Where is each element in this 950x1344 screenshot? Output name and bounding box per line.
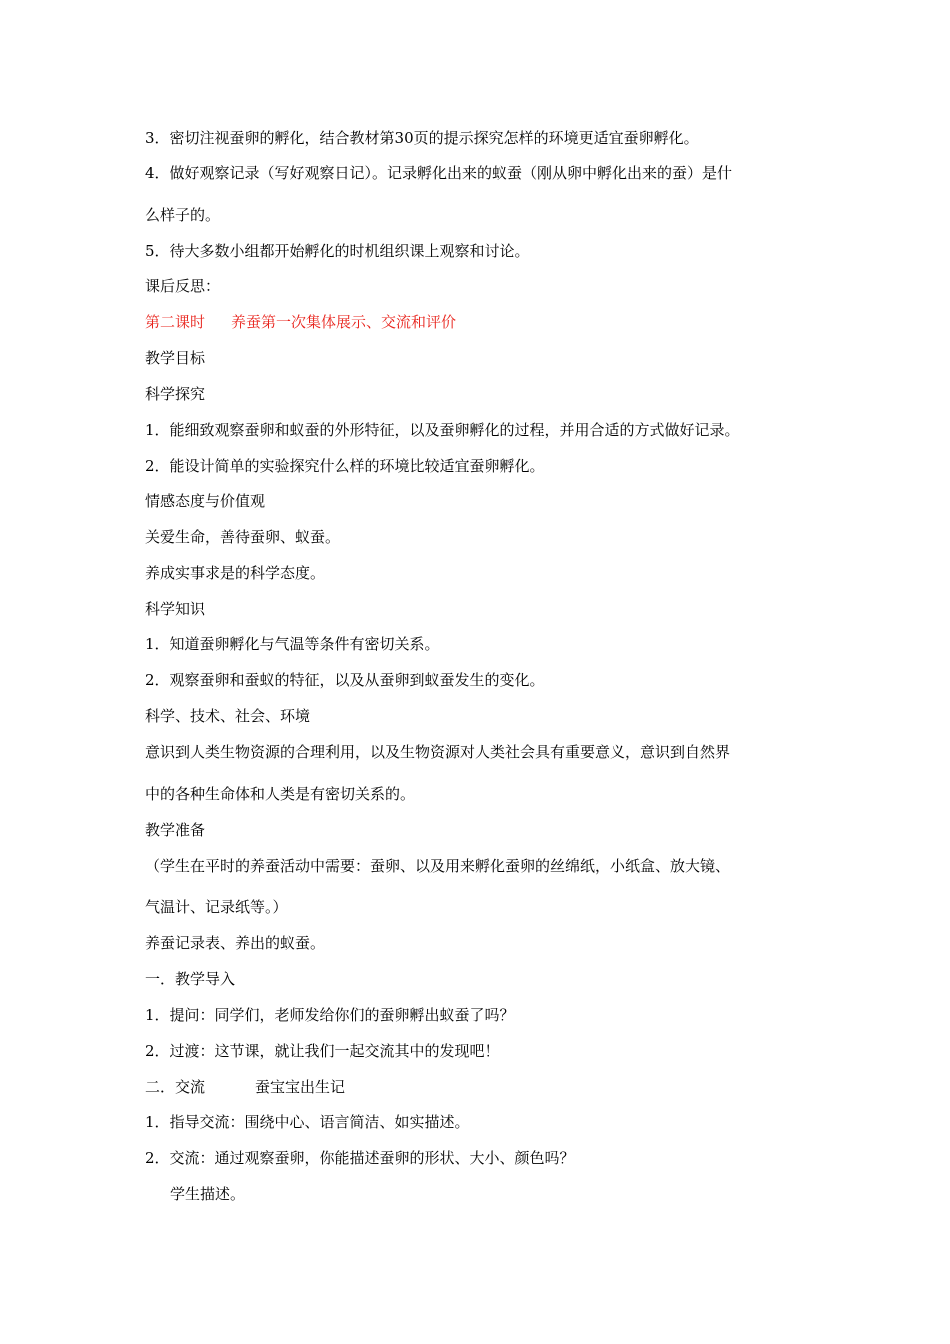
para-line: 气温计、记录纸等。） bbox=[145, 898, 288, 916]
para-line: 2．观察蚕卵和蚕蚁的特征，以及从蚕卵到蚁蚕发生的变化。 bbox=[145, 671, 545, 689]
para-line: 5．待大多数小组都开始孵化的时机组织课上观察和讨论。 bbox=[145, 242, 530, 260]
section-number: 二．交流 bbox=[145, 1078, 206, 1096]
para-line: 1．指导交流：围绕中心、语言简洁、如实描述。 bbox=[145, 1113, 470, 1131]
lesson-number: 第二课时 bbox=[145, 313, 206, 331]
para-line: 养蚕记录表、养出的蚁蚕。 bbox=[145, 934, 326, 952]
para-line: 3．密切注视蚕卵的孵化，结合教材第30页的提示探究怎样的环境更适宜蚕卵孵化。 bbox=[145, 129, 699, 147]
para-line: 4．做好观察记录（写好观察日记）。记录孵化出来的蚁蚕（刚从卵中孵化出来的蚕）是什 bbox=[145, 164, 733, 182]
section-title: 蚕宝宝出生记 bbox=[255, 1078, 346, 1096]
para-line: 2．交流：通过观察蚕卵，你能描述蚕卵的形状、大小、颜色吗？ bbox=[145, 1149, 575, 1167]
subsection-heading: 科学知识 bbox=[145, 600, 206, 618]
para-line: 2．能设计简单的实验探究什么样的环境比较适宜蚕卵孵化。 bbox=[145, 457, 545, 475]
subsection-heading: 情感态度与价值观 bbox=[145, 492, 266, 510]
lesson-heading bbox=[145, 312, 456, 332]
para-line: 养成实事求是的科学态度。 bbox=[145, 564, 326, 582]
para-line: 1．能细致观察蚕卵和蚁蚕的外形特征，以及蚕卵孵化的过程，并用合适的方式做好记录。 bbox=[145, 421, 740, 439]
para-line: （学生在平时的养蚕活动中需要：蚕卵、以及用来孵化蚕卵的丝绵纸，小纸盒、放大镜、 bbox=[145, 857, 731, 875]
para-line: 关爱生命，善待蚕卵、蚁蚕。 bbox=[145, 528, 341, 546]
para-line: 2．过渡：这节课，就让我们一起交流其中的发现吧！ bbox=[145, 1042, 500, 1060]
para-line: 么样子的。 bbox=[145, 206, 221, 224]
para-line: 意识到人类生物资源的合理利用，以及生物资源对人类社会具有重要意义，意识到自然界 bbox=[145, 743, 731, 761]
para-line: 1．知道蚕卵孵化与气温等条件有密切关系。 bbox=[145, 635, 440, 653]
lesson-title: 养蚕第一次集体展示、交流和评价 bbox=[231, 313, 457, 331]
para-line: 课后反思： bbox=[145, 277, 221, 295]
subsection-heading: 科学、技术、社会、环境 bbox=[145, 707, 311, 725]
para-line: 学生描述。 bbox=[170, 1185, 246, 1203]
section-heading: 教学目标 bbox=[145, 349, 206, 367]
section-heading: 教学准备 bbox=[145, 821, 206, 839]
section-heading: 一．教学导入 bbox=[145, 970, 236, 988]
para-line: 1．提问：同学们，老师发给你们的蚕卵孵出蚁蚕了吗？ bbox=[145, 1006, 515, 1024]
subsection-heading: 科学探究 bbox=[145, 385, 206, 403]
para-line: 中的各种生命体和人类是有密切关系的。 bbox=[145, 785, 416, 803]
section-heading bbox=[145, 1077, 345, 1097]
